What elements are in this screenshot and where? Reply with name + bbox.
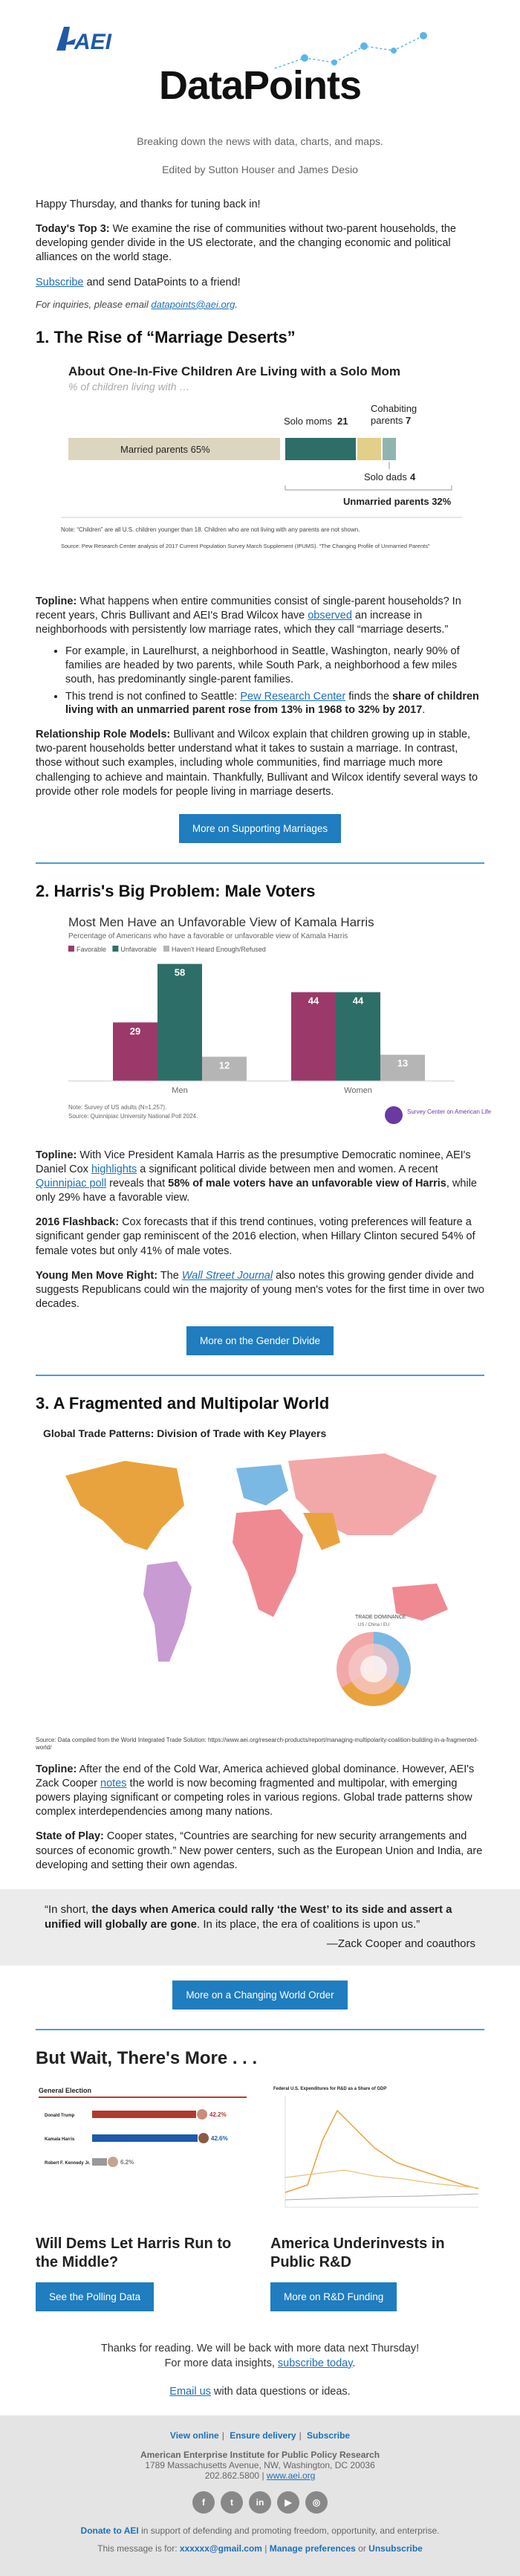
- marriage-chart-title: About One-In-Five Children Are Living with a Solo Mom: [68, 364, 401, 378]
- harris-chart-title: Most Men Have an Unfavorable View of Kamala Harris: [68, 914, 374, 929]
- aei-logo-text: AEI: [74, 30, 112, 54]
- label-cohabiting-value: 7: [406, 414, 412, 426]
- greeting: Happy Thursday, and thanks for tuning back in!: [36, 198, 261, 210]
- notes-link[interactable]: notes: [100, 1778, 127, 1789]
- footer-subscribe-link[interactable]: Subscribe: [307, 2430, 351, 2441]
- legend-title: TRADE DOMINANCE: [355, 1615, 406, 1621]
- trade-legend-wheel: [337, 1632, 411, 1706]
- harris-chart-svg: [46, 911, 491, 1134]
- marriage-chart-svg: [46, 358, 474, 581]
- south-america-shape: [143, 1561, 192, 1662]
- state-label: State of Play:: [36, 1830, 104, 1843]
- separator: |: [299, 2430, 302, 2441]
- header: [0, 0, 520, 175]
- polling-thumbnail[interactable]: [36, 2081, 250, 2222]
- top3-label: Today's Top 3:: [36, 223, 110, 236]
- role-models-paragraph: [36, 728, 484, 799]
- twitter-icon[interactable]: t: [221, 2491, 243, 2514]
- young-text-b: also notes this growing gender divide and suggests Republicans could win the majority of young men's votes for the first time in over two decades.: [36, 1269, 484, 1310]
- polling-bar-trump: [92, 2111, 196, 2118]
- quote-body: [45, 1902, 475, 1933]
- linkedin-icon[interactable]: in: [249, 2491, 271, 2514]
- world-order-button[interactable]: More on a Changing World Order: [172, 1981, 347, 2010]
- facebook-icon[interactable]: f: [192, 2491, 215, 2514]
- section1-bullets: [65, 645, 484, 717]
- label-solo-dads: Solo dads: [364, 471, 407, 482]
- message-text: This message is for:: [97, 2543, 180, 2554]
- flashback-label: 2016 Flashback:: [36, 1216, 120, 1229]
- legend-swatch: [112, 946, 118, 952]
- subscribe-line: [36, 276, 484, 290]
- harris-chart-subtitle: Percentage of Americans who have a favorable or unfavorable view of Kamala Harris: [68, 932, 348, 940]
- legend-label: Haven't Heard Enough/Refused: [172, 945, 266, 953]
- bar-solo-moms: [285, 438, 356, 460]
- state-text: Cooper states, “Countries are searching for new security arrangements and sources of economic growth.” New power centers, such as the European Union and India, are developing and setting their own agendas.: [36, 1830, 483, 1871]
- topline-text-c: reveals that: [106, 1178, 169, 1190]
- brand-title: DataPoints: [158, 63, 362, 108]
- topline-text-b: an increase in neighborhoods with persistently low marriage rates, which they call “marriage deserts.”: [36, 609, 449, 636]
- polling-bar-harris: [92, 2134, 198, 2142]
- rd-card: [270, 2081, 484, 2311]
- rd-funding-button[interactable]: More on R&D Funding: [270, 2282, 397, 2311]
- topline-text-a: What happens when entire communities consist of single-parent households? In recent years, Chris Bullivant and AEI's Brad Wilcox have: [36, 595, 461, 622]
- top3-text: We examine the rise of communities without two-parent households, the developing gender divide in the US electorate, and the changing economic and political alliances on the world stage.: [36, 223, 456, 264]
- polling-value: 42.6%: [211, 2134, 228, 2142]
- closing-line2: [36, 2356, 484, 2371]
- section-divider: [36, 1375, 484, 1376]
- unsubscribe-link[interactable]: Unsubscribe: [368, 2543, 423, 2554]
- polling-value: 42.2%: [209, 2111, 227, 2118]
- bullet2-text-b: finds the: [345, 690, 393, 703]
- subscribe-text: and send DataPoints to a friend!: [83, 276, 241, 288]
- harris-note: Note: Survey of US adults (N=1,257).: [68, 1103, 167, 1111]
- africa-shape: [233, 1509, 303, 1617]
- closing-text: with data questions or ideas.: [210, 2386, 351, 2398]
- tagline: Breaking down the news with data, charts, and maps.: [137, 135, 383, 147]
- edited-by: Edited by Sutton Houser and James Desio: [162, 164, 358, 175]
- flashback-text: Cox forecasts that if this trend continues, voting preferences will feature a significant gender gap reminiscent of the 2016 election, when Hillary Clinton secured 54% of female votes but only 41% of male votes.: [36, 1216, 475, 1257]
- closing-line1: Thanks for reading. We will be back with more data next Thursday!: [100, 2342, 420, 2354]
- topline-text-b: a significant political divide between men and women. A recent: [137, 1163, 438, 1175]
- bullet2-text-a: This trend is not confined to Seattle:: [65, 690, 241, 703]
- bar-solo-dads: [383, 438, 396, 460]
- or-text: or: [355, 2543, 369, 2554]
- separator: |: [261, 2543, 270, 2554]
- polling-row-label: Kamala Harris: [45, 2137, 75, 2142]
- view-online-link[interactable]: View online: [169, 2430, 219, 2441]
- section1-topline: [36, 595, 484, 637]
- survey-center-logo: Survey Center on American Life: [407, 1108, 491, 1115]
- bar-men-1: [157, 963, 202, 1080]
- section2-topline: [36, 1149, 484, 1206]
- trade-map-svg: [36, 1424, 484, 1728]
- trade-map: [36, 1424, 484, 1732]
- social-icons: [0, 2491, 520, 2514]
- trade-map-source: Source: Data compiled from the World Integrated Trade Solution: https://www.aei.org/research-products/report/managing-multipolarity-coalition-building-in-a-fragmented-world/: [36, 1737, 479, 1752]
- inquiries-text: For inquiries, please email: [36, 298, 152, 310]
- legend-swatch: [68, 946, 74, 952]
- polling-chart-title: General Election: [39, 2086, 92, 2094]
- gender-divide-button[interactable]: More on the Gender Divide: [186, 1326, 334, 1355]
- label-cohabiting: Cohabiting: [371, 402, 417, 414]
- quote-bold: the days when America could rally ‘the West’ to its side and assert a unified will globally are gone: [45, 1902, 452, 1931]
- bar-value-label: 12: [218, 1059, 230, 1071]
- bar-value-label: 44: [352, 995, 364, 1007]
- harris-avatar-icon: [198, 2133, 209, 2143]
- topline-text-b: the world is now becoming fragmented and multipolar, with emerging powers playing significant or competing roles in various regions. Global trade patterns show complex interdependencies among many nations.: [36, 1778, 472, 1818]
- supporting-marriages-button[interactable]: More on Supporting Marriages: [179, 814, 341, 843]
- polling-headline[interactable]: Will Dems Let Harris Run to the Middle?: [36, 2235, 232, 2270]
- highlights-link[interactable]: highlights: [91, 1163, 137, 1175]
- bar-value-label: 58: [174, 966, 186, 978]
- survey-center-logo-icon: [385, 1106, 403, 1124]
- separator: |: [261, 2470, 264, 2482]
- young-text-a: The: [157, 1269, 182, 1282]
- email-us-link[interactable]: Email us: [169, 2386, 211, 2398]
- label-solo-dads-value: 4: [410, 471, 416, 482]
- more-columns: [36, 2081, 484, 2311]
- legend-label: Favorable: [77, 945, 107, 953]
- footer: [0, 2415, 520, 2576]
- quote-attribution: —Zack Cooper and coauthors: [326, 1937, 475, 1951]
- polling-bar-kennedy: [92, 2158, 107, 2166]
- marriage-chart: [36, 358, 484, 584]
- label-unmarried: Unmarried parents 32%: [343, 495, 452, 507]
- label-married: Married parents 65%: [120, 443, 210, 455]
- closing-text: For more data insights,: [164, 2357, 278, 2369]
- trade-map-title: Global Trade Patterns: Division of Trade with Key Players: [43, 1427, 327, 1440]
- legend-label: Unfavorable: [120, 945, 157, 953]
- topline-text-a: With Vice President Kamala Harris as the presumptive Democratic nominee, AEI's Daniel Cox: [36, 1149, 471, 1175]
- footer-contact: [0, 2470, 520, 2481]
- young-men-label: Young Men Move Right:: [36, 1269, 158, 1282]
- harris-bars: [113, 963, 425, 1094]
- donate-line: [0, 2525, 520, 2536]
- category-label: Women: [344, 1085, 372, 1095]
- observed-link[interactable]: observed: [308, 609, 352, 622]
- topline-bold: 58% of male voters have an unfavorable view of Harris: [168, 1178, 446, 1190]
- harris-source: Source: Quinnipiac University National Poll 2024.: [68, 1112, 198, 1120]
- trump-avatar-icon: [197, 2109, 207, 2120]
- ensure-delivery-link[interactable]: Ensure delivery: [230, 2430, 296, 2441]
- youtube-icon[interactable]: ▶: [277, 2491, 299, 2514]
- role-label: Relationship Role Models:: [36, 729, 171, 741]
- inquiries-end: .: [235, 298, 238, 310]
- polling-row-label: Donald Trump: [45, 2113, 75, 2118]
- aei-site-link[interactable]: www.aei.org: [266, 2470, 316, 2482]
- topline-text-d: , while only 29% have a favorable view.: [36, 1178, 477, 1204]
- legend-subtitle: US / China / EU: [358, 1623, 390, 1628]
- polling-card: [36, 2081, 250, 2311]
- polling-data-button[interactable]: See the Polling Data: [36, 2282, 154, 2311]
- rd-chart-title: Federal U.S. Expenditures for R&D as a Share of GDP: [273, 2086, 387, 2091]
- topline-text-a: After the end of the Cold War, America achieved global dominance. However, AEI's Zack Cooper: [36, 1763, 475, 1789]
- marriage-chart-source: Source: Pew Research Center analysis of 2017 Current Population Survey March Supplement (IPUMS). “The Changing Profile of Unmarried Parents”: [61, 542, 430, 549]
- legend-swatch: [163, 946, 169, 952]
- kennedy-avatar-icon: [108, 2157, 118, 2167]
- category-label: Men: [172, 1085, 188, 1095]
- closing: [36, 2341, 484, 2400]
- marriage-chart-subtitle: % of children living with …: [68, 380, 190, 393]
- label-cohabiting-2: parents: [371, 414, 403, 426]
- europe-shape: [236, 1465, 288, 1505]
- section3-topline: [36, 1763, 484, 1820]
- state-of-play-paragraph: [36, 1830, 484, 1872]
- section2-title: 2. Harris's Big Problem: Male Voters: [36, 881, 316, 900]
- bar-cohabiting: [357, 438, 381, 460]
- manage-preferences-link[interactable]: Manage preferences: [269, 2543, 356, 2554]
- bullet-item: • For example, in Laurelhurst, a neighborhood in Seattle, Washington, nearly 90% of families are headed by two parents, while South Park, a neighborhood a few miles south, has predominantly single-parent families.: [65, 645, 484, 687]
- recipient-email[interactable]: xxxxxx@gmail.com: [179, 2543, 262, 2554]
- harris-legend: [68, 946, 266, 953]
- label-solo-moms: Solo moms: [284, 415, 333, 427]
- topline-label: Topline:: [36, 595, 77, 607]
- donate-text: in support of defending and promoting freedom, opportunity, and enterprise.: [138, 2525, 440, 2537]
- bar-value-label: 29: [129, 1025, 141, 1037]
- bar-value-label: 44: [308, 995, 319, 1007]
- bar-value-label: 13: [397, 1057, 409, 1069]
- young-men-paragraph: [36, 1269, 484, 1311]
- rd-headline[interactable]: America Underinvests in Public R&D: [270, 2235, 445, 2270]
- top3-paragraph: [36, 222, 484, 265]
- donate-link[interactable]: Donate to AEI: [80, 2525, 139, 2537]
- more-title: But Wait, There's More . . .: [36, 2047, 258, 2068]
- logo-row: [0, 22, 520, 108]
- marriage-chart-note: Note: “Children” are all U.S. children younger than 18. Children who are not living with any parents are not shown.: [61, 526, 360, 533]
- north-america-shape: [65, 1461, 184, 1550]
- message-line: [0, 2543, 520, 2554]
- topline-label: Topline:: [36, 1149, 77, 1161]
- polling-row-label: Robert F. Kennedy Jr.: [45, 2160, 91, 2166]
- section1-title: 1. The Rise of “Marriage Deserts”: [36, 327, 296, 346]
- subscribe-today-link[interactable]: subscribe today: [277, 2357, 353, 2369]
- role-text: Bullivant and Wilcox explain that children growing up in stable, two-parent households better understand what it takes to sustain a marriage. In contrast, those without such examples, including whole communities, find marriage much more challenging to achieve and maintain. Thankfully, Bullivant and Wilcox identify several ways to provide other role models for people living in marriage deserts.: [36, 729, 478, 798]
- polling-value: 6.2%: [120, 2158, 134, 2166]
- inquiries-email-link[interactable]: datapoints@aei.org: [151, 298, 235, 310]
- cooper-quote: [0, 1889, 520, 1966]
- section-divider: [36, 862, 484, 864]
- quote-text-b: . In its place, the era of coalitions is upon us.”: [197, 1918, 420, 1931]
- footer-address: 1789 Massachusetts Avenue, NW, Washington, DC 20036: [145, 2460, 375, 2471]
- footer-phone: 202.862.5800: [204, 2470, 260, 2482]
- label-solo-moms-value: 21: [337, 415, 348, 427]
- rd-thumbnail[interactable]: [270, 2081, 484, 2222]
- instagram-icon[interactable]: ◎: [305, 2491, 328, 2514]
- aei-logo[interactable]: [53, 22, 113, 55]
- subscribe-link[interactable]: Subscribe: [36, 276, 84, 288]
- closing-line3: [36, 2384, 484, 2399]
- bullet-item: [65, 690, 484, 718]
- inquiries-line: [36, 299, 484, 310]
- wsj-link[interactable]: Wall Street Journal: [181, 1269, 273, 1282]
- topline-label: Topline:: [36, 1763, 77, 1775]
- footer-links: [0, 2430, 520, 2441]
- flashback-paragraph: [36, 1216, 484, 1258]
- section3-title: 3. A Fragmented and Multipolar World: [36, 1394, 330, 1413]
- section-divider: [36, 2029, 484, 2030]
- separator: |: [221, 2430, 224, 2441]
- footer-org: American Enterprise Institute for Public Policy Research: [140, 2450, 380, 2461]
- bullet2-bold: share of children living with an unmarried parent rose from 13% in 1968 to 32% by 2017: [65, 690, 479, 717]
- bullet2-end: .: [422, 704, 426, 717]
- closing-end: .: [352, 2357, 356, 2369]
- harris-chart: [36, 911, 491, 1138]
- unmarried-bracket: [285, 485, 452, 490]
- pew-link[interactable]: Pew Research Center: [240, 690, 346, 703]
- quinnipiac-link[interactable]: Quinnipiac poll: [36, 1178, 107, 1190]
- quote-text-a: “In short,: [45, 1902, 92, 1916]
